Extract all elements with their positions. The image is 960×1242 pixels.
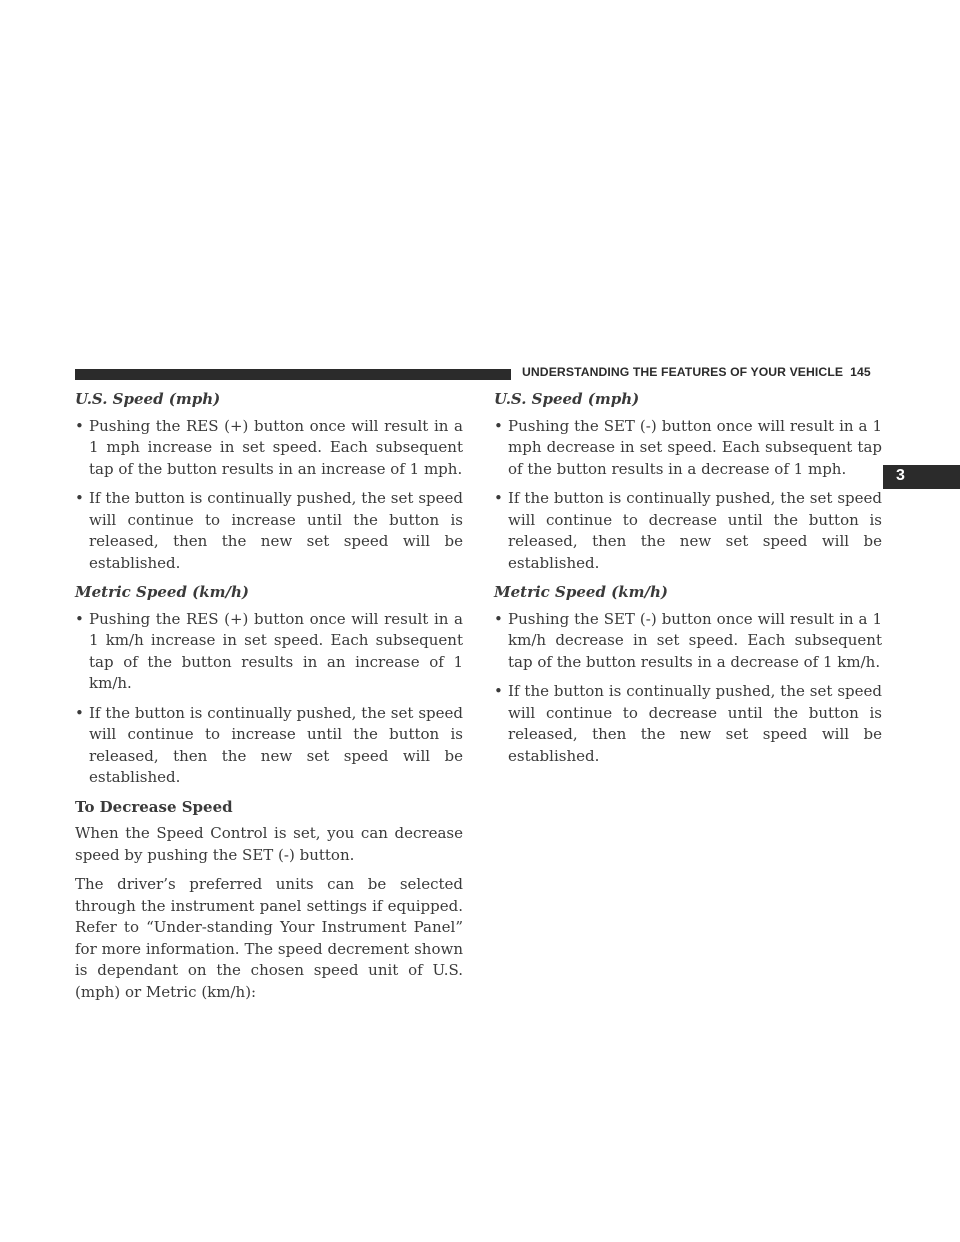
metric-speed-heading: Metric Speed (km/h) [494, 583, 668, 601]
page-number: 145 [850, 365, 871, 379]
decrease-speed-heading: To Decrease Speed [75, 797, 233, 816]
list-item: • Pushing the SET (-) button once will result in a 1 km/h decrease in set speed. Each subsequent tap of the button results in a decrease of 1 km/h. [494, 609, 882, 674]
list-item: • If the button is continually pushed, the set speed will continue to increase until the button is released, then the new set speed will be established. [75, 703, 463, 789]
metric-speed-list [75, 609, 463, 789]
page-header [522, 365, 871, 379]
us-speed-heading: U.S. Speed (mph) [494, 390, 640, 408]
list-item: • If the button is continually pushed, the set speed will continue to decrease until the button is released, then the new set speed will be established. [494, 681, 882, 767]
us-speed-heading: U.S. Speed (mph) [75, 390, 221, 408]
us-speed-list [75, 416, 463, 575]
list-item: • Pushing the SET (-) button once will result in a 1 mph decrease in set speed. Each subsequent tap of the button results in a decrease of 1 mph. [494, 416, 882, 481]
right-column [494, 389, 882, 775]
header-rule [75, 369, 511, 380]
chapter-number: 3 [896, 467, 905, 484]
metric-speed-heading: Metric Speed (km/h) [75, 583, 249, 601]
list-item: • If the button is continually pushed, the set speed will continue to increase until the button is released, then the new set speed will be established. [75, 488, 463, 574]
chapter-tab[interactable] [883, 465, 960, 489]
list-item: • Pushing the RES (+) button once will result in a 1 km/h increase in set speed. Each subsequent tap of the button results in an increase of 1 km/h. [75, 609, 463, 695]
list-item: • Pushing the RES (+) button once will result in a 1 mph increase in set speed. Each subsequent tap of the button results in an increase of 1 mph. [75, 416, 463, 481]
paragraph: When the Speed Control is set, you can decrease speed by pushing the SET (-) button. [75, 824, 463, 864]
header-title: UNDERSTANDING THE FEATURES OF YOUR VEHICLE [522, 365, 844, 379]
paragraph: The driver’s preferred units can be selected through the instrument panel settings if equipped. Refer to “Under-standing Your Instrument Panel” for more information. The speed decrement shown is dependant on the chosen speed unit of U.S. (mph) or Metric (km/h): [75, 875, 463, 1001]
metric-speed-list [494, 609, 882, 768]
list-item: • If the button is continually pushed, the set speed will continue to decrease until the button is released, then the new set speed will be established. [494, 488, 882, 574]
us-speed-list [494, 416, 882, 575]
left-column [75, 389, 463, 1011]
